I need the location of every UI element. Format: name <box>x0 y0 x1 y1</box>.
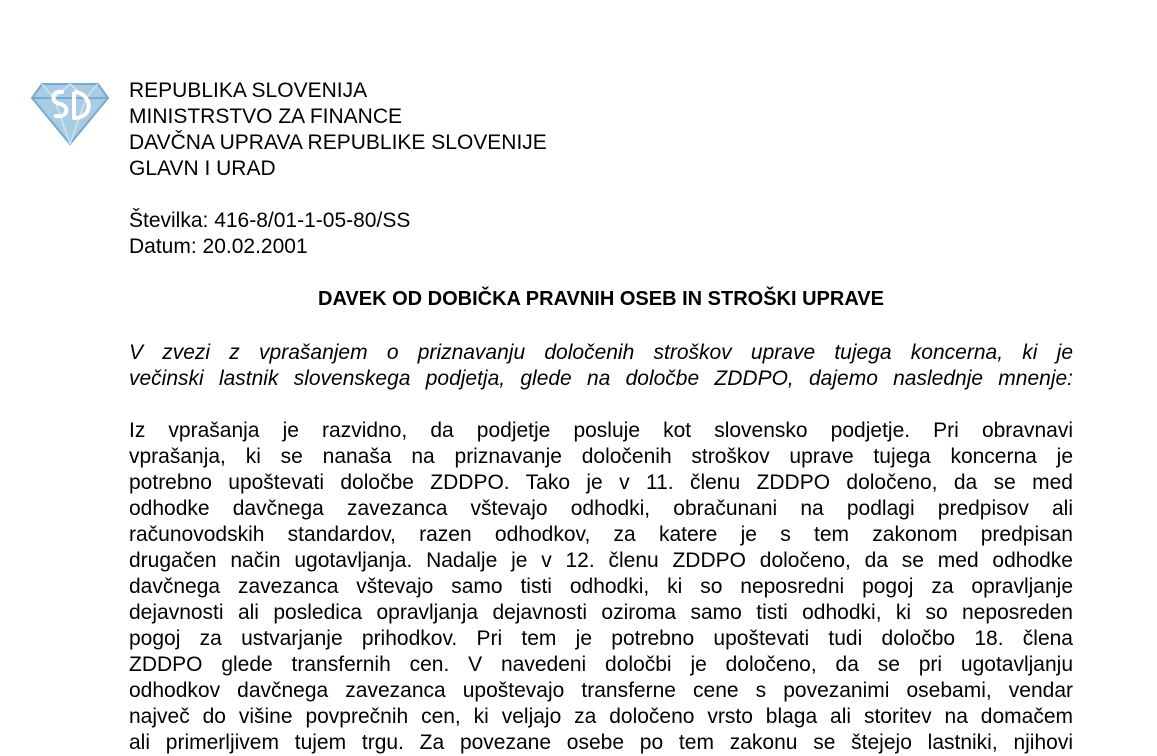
intro-line: večinski lastnik slovenskega podjetja, glede na določbe ZDDPO, dajemo naslednje mnenje: <box>129 367 1073 390</box>
body-line: Iz vprašanja je razvidno, da podjetje posluje kot slovensko podjetje. Pri obravnavi <box>129 419 1073 442</box>
body-line: odhodke davčnega zavezanca vštevajo odhodki, obračunani na podlagi predpisov ali <box>129 497 1073 520</box>
body-line: ZDDPO glede transfernih cen. V navedeni določbi je določeno, da se pri ugotavljanju <box>129 653 1073 676</box>
intro-paragraph <box>129 340 1073 392</box>
document-references <box>129 208 410 260</box>
letterhead <box>129 78 547 182</box>
intro-line: V zvezi z vprašanjem o priznavanju določenih stroškov uprave tujega koncerna, ki je <box>129 341 1073 364</box>
document-date: Datum: 20.02.2001 <box>129 235 308 258</box>
body-line: vprašanja, ki se nanaša na priznavanje določenih stroškov uprave tujega koncerna je <box>129 445 1073 468</box>
letterhead-line: DAVČNA UPRAVA REPUBLIKE SLOVENIJE <box>129 131 547 154</box>
letterhead-line: GLAVN I URAD <box>129 157 276 180</box>
body-line: drugačen način ugotavljanja. Nadalje je v 12. členu ZDDPO določeno, da se med odhodke <box>129 549 1073 572</box>
body-line: dejavnosti ali posledica opravljanja dejavnosti oziroma samo tisti odhodki, ki so neposreden <box>129 601 1073 624</box>
body-paragraph <box>129 418 1073 756</box>
letterhead-line: MINISTRSTVO ZA FINANCE <box>129 105 403 128</box>
body-line: davčnega zavezanca vštevajo samo tisti odhodki, ki so neposredni pogoj za opravljanje <box>129 575 1073 598</box>
body-line: računovodskih standardov, razen odhodkov, za katere je s tem zakonom predpisan <box>129 523 1073 546</box>
durs-logo-icon <box>28 78 112 148</box>
reference-number: Številka: 416-8/01-1-05-80/SS <box>129 209 411 232</box>
body-line: pogoj za ustvarjanje prihodkov. Pri tem je potrebno upoštevati tudi določbo 18. člena <box>129 627 1073 650</box>
body-line: odhodkov davčnega zavezanca upoštevajo transferne cene s povezanimi osebami, vendar <box>129 679 1073 702</box>
body-line: ali primerljivem tujem trgu. Za povezane osebe po tem zakonu se štejejo lastniki, njihovi <box>129 731 1073 754</box>
letterhead-line: REPUBLIKA SLOVENIJA <box>129 79 368 102</box>
document-title: DAVEK OD DOBIČKA PRAVNIH OSEB IN STROŠKI UPRAVE <box>318 288 884 310</box>
body-line: največ do višine povprečnih cen, ki veljajo za določeno vrsto blaga ali storitev na domačem <box>129 705 1073 728</box>
body-line: potrebno upoštevati določbe ZDDPO. Tako je v 11. členu ZDDPO določeno, da se med <box>129 471 1073 494</box>
